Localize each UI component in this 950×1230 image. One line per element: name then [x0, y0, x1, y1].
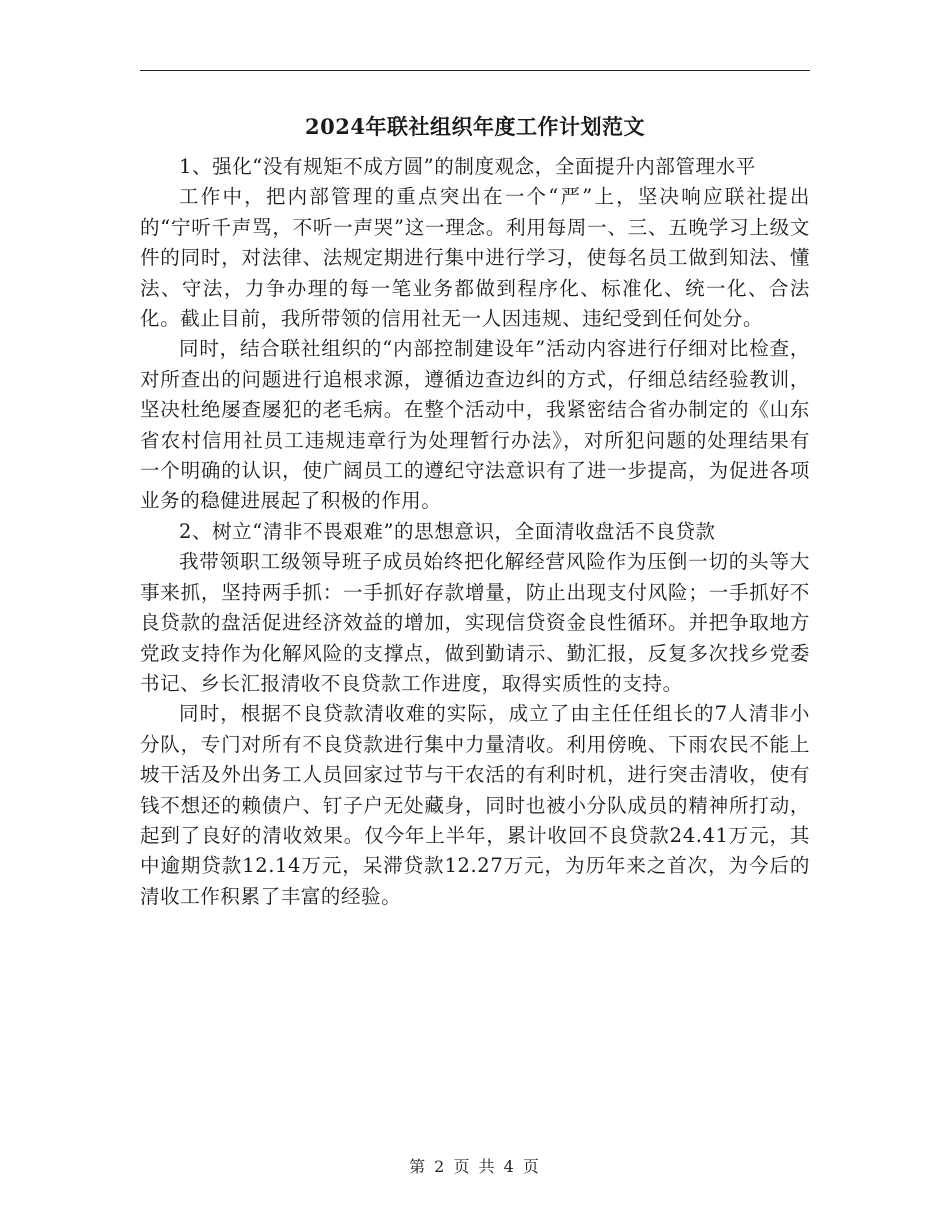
paragraph: 工作中，把内部管理的重点突出在一个“严”上，坚决响应联社提出的“宁听千声骂，不听一声哭”这一理念。利用每周一、三、五晚学习上级文件的同时，对法律、法规定期进行集中进行学习，使每名员工做到知法、懂法、守法，力争办理的每一笔业务都做到程序化、标准化、统一化、合法化。截止目前，我所带领的信用社无一人因违规、违纪受到任何处分。 — [140, 185, 810, 331]
paragraph: 我带领职工级领导班子成员始终把化解经营风险作为压倒一切的头等大事来抓，坚持两手抓：一手抓好存款增量，防止出现支付风险；一手抓好不良贷款的盘活促进经济效益的增加，实现信贷资金良性循环。并把争取地方党政支持作为化解风险的支撑点，做到勤请示、勤汇报，反复多次找乡党委书记、乡长汇报清收不良贷款工作进度，取得实质性的支持。 — [140, 550, 810, 695]
paragraph: 同时，结合联社组织的“内部控制建设年”活动内容进行仔细对比检查，对所查出的问题进行追根求源，遵循边查边纠的方式，仔细总结经验教训，坚决杜绝屡查屡犯的老毛病。在整个活动中，我紧密结合省办制定的《山东省农村信用社员工违规违章行为处理暂行办法》，对所犯问题的处理结果有一个明确的认识，使广阔员工的遵纪守法意识有了进一步提高，为促进各项业务的稳健进展起了积极的作用。 — [140, 337, 810, 513]
header-rule — [140, 70, 810, 71]
section-heading-2: 2、树立“清非不畏艰难”的思想意识，全面清收盘活不良贷款 — [179, 519, 716, 543]
section-heading-1: 1、强化“没有规矩不成方圆”的制度观念，全面提升内部管理水平 — [179, 155, 756, 178]
document-title: 2024年联社组织年度工作计划范文 — [305, 114, 645, 139]
paragraph: 同时，根据不良贷款清收难的实际，成立了由主任任组长的7人清非小分队，专门对所有不良贷款进行集中力量清收。利用傍晚、下雨农民不能上坡干活及外出务工人员回家过节与干农活的有利时机，进行突击清收，使有钱不想还的赖债户、钉子户无处藏身，同时也被小分队成员的精神所打动，起到了良好的清收效果。仅今年上半年，累计收回不良贷款24.41万元，其中逾期贷款12.14万元，呆滞贷款12.27万元，为历年来之首次，为今后的清收工作积累了丰富的经验。 — [140, 702, 810, 908]
document-body — [140, 112, 810, 912]
page-number: 第 2 页 共 4 页 — [409, 1157, 541, 1176]
